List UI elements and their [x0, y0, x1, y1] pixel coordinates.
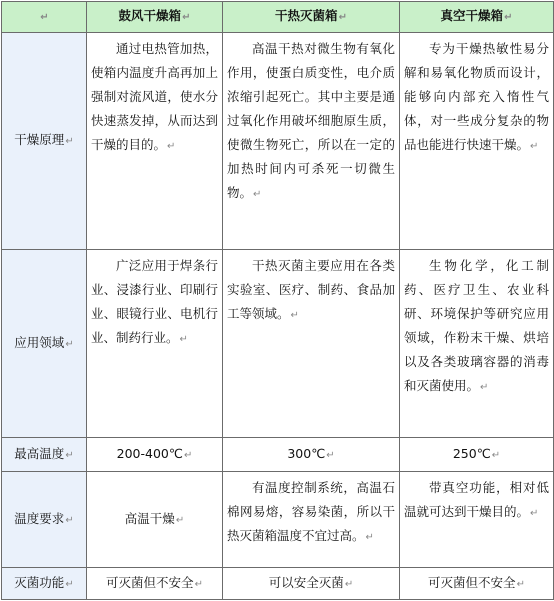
cell-temp-req-vacuum: 带真空功能，相对低温就可达到干燥目的。↵: [400, 472, 554, 568]
row-label-sterilization: 灭菌功能↵: [2, 568, 87, 600]
cell-principle-sterilizer: 高温干热对微生物有氧化作用，使蛋白质变性，电介质浓缩引起死亡。其中主要是通过氧化作用破坏细胞原生质，使微生物死亡，所以在一定的加热时间内可杀死一切微生物。↵: [223, 33, 400, 250]
cell-principle-blast: 通过电热管加热，使箱内温度升高再加上强制对流风道，使水分快速蒸发掉，从而达到干燥的目的。↵: [87, 33, 223, 250]
cell-sterilization-blast: 可灭菌但不安全↵: [87, 568, 223, 600]
cell-max-temp-vacuum: 250℃↵: [400, 438, 554, 472]
header-corner: [2, 2, 87, 33]
table-row: [2, 438, 554, 472]
table-row: [2, 568, 554, 600]
header-dry-heat-sterilizer: 干热灭菌箱↵: [223, 2, 400, 33]
header-row: [2, 2, 554, 33]
return-mark: ↵: [182, 12, 191, 23]
return-mark: ↵: [504, 12, 513, 23]
table-row: [2, 472, 554, 568]
cell-application-sterilizer: 干热灭菌主要应用在各类实验室、医疗、制药、食品加工等领域。↵: [223, 250, 400, 438]
cell-principle-vacuum: 专为干燥热敏性易分解和易氧化物质而设计，能够向内部充入惰性气体，对一些成分复杂的物品也能进行快速干燥。↵: [400, 33, 554, 250]
dryer-comparison-table: [1, 1, 554, 600]
row-label-application: 应用领域↵: [2, 250, 87, 438]
cell-temp-req-blast: 高温干燥↵: [87, 472, 223, 568]
row-label-principle: 干燥原理↵: [2, 33, 87, 250]
table-row: [2, 33, 554, 250]
table-row: [2, 250, 554, 438]
cell-application-blast: 广泛应用于焊条行业、浸漆行业、印刷行业、眼镜行业、电机行业、制药行业。↵: [87, 250, 223, 438]
row-label-max-temp: 最高温度↵: [2, 438, 87, 472]
header-vacuum-dryer: 真空干燥箱↵: [400, 2, 554, 33]
cell-max-temp-sterilizer: 300℃↵: [223, 438, 400, 472]
cell-max-temp-blast: 200-400℃↵: [87, 438, 223, 472]
return-mark: ↵: [338, 12, 347, 23]
return-mark: ↵: [40, 12, 49, 23]
cell-sterilization-sterilizer: 可以安全灭菌↵: [223, 568, 400, 600]
row-label-temp-requirement: 温度要求↵: [2, 472, 87, 568]
cell-sterilization-vacuum: 可灭菌但不安全↵: [400, 568, 554, 600]
cell-application-vacuum: 生物化学，化工制药、医疗卫生、农业科研、环境保护等研究应用领域，作粉末干燥、烘培以及各类玻璃容器的消毒和灭菌使用。↵: [400, 250, 554, 438]
cell-temp-req-sterilizer: 有温度控制系统，高温石棉网易熔，容易染菌，所以干热灭菌箱温度不宜过高。↵: [223, 472, 400, 568]
header-blast-dryer: 鼓风干燥箱↵: [87, 2, 223, 33]
